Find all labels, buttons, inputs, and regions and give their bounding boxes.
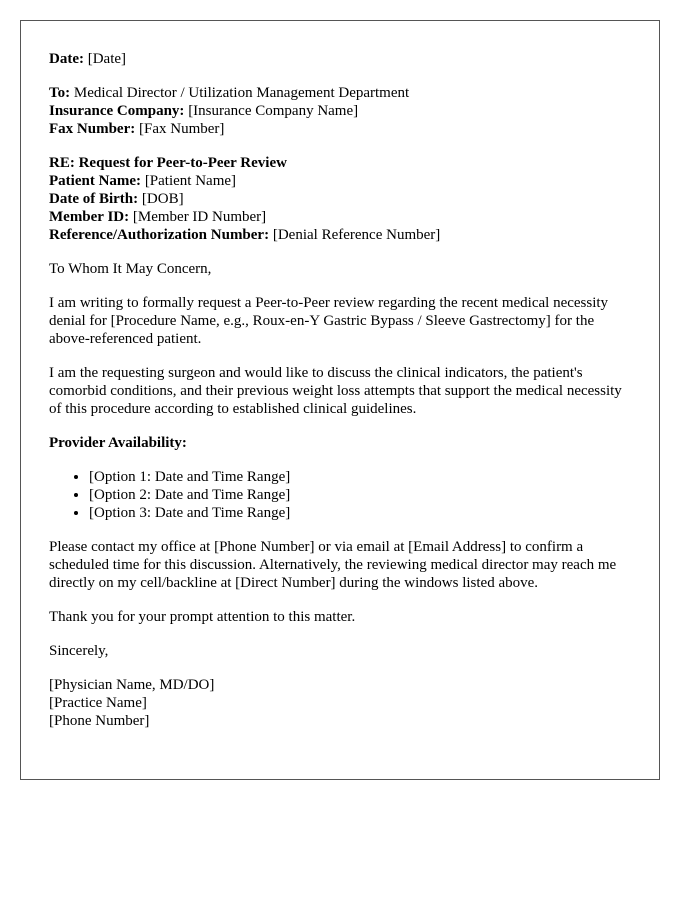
insurance-value: [Insurance Company Name] xyxy=(188,103,359,119)
dob-line xyxy=(49,190,631,208)
dob-value: [DOB] xyxy=(141,191,184,207)
member-line xyxy=(49,208,631,226)
paragraph-contact: Please contact my office at [Phone Number] or via email at [Email Address] to confirm a scheduled time for this discussion. Alternatively, the reviewing medical director may reach me directly on my cell/backline at [Direct Number] during the windows listed above. xyxy=(49,539,617,591)
re-subject: RE: Request for Peer-to-Peer Review xyxy=(49,155,287,171)
fax-line xyxy=(49,120,631,138)
fax-label: Fax Number: xyxy=(49,121,136,137)
re-block xyxy=(49,154,631,244)
insurance-line xyxy=(49,102,631,120)
availability-list xyxy=(49,468,631,522)
re-subject-line xyxy=(49,154,631,172)
insurance-label: Insurance Company: xyxy=(49,103,185,119)
availability-heading-text: Provider Availability: xyxy=(49,435,187,451)
signature-name: [Physician Name, MD/DO] xyxy=(49,677,215,693)
to-label: To: xyxy=(49,85,71,101)
signature-phone: [Phone Number] xyxy=(49,713,150,729)
availability-heading xyxy=(49,434,631,452)
member-label: Member ID: xyxy=(49,209,130,225)
paragraph-surgeon: I am the requesting surgeon and would like to discuss the clinical indicators, the patient's comorbid conditions, and their previous weight loss attempts that support the medical necessity of this procedure according to established clinical guidelines. xyxy=(49,365,622,417)
thanks-line: Thank you for your prompt attention to this matter. xyxy=(49,609,356,625)
patient-value: [Patient Name] xyxy=(144,173,237,189)
salutation: To Whom It May Concern, xyxy=(49,261,212,277)
availability-option: • [Option 3: Date and Time Range] xyxy=(89,504,631,522)
signature-block xyxy=(49,676,631,730)
dob-label: Date of Birth: xyxy=(49,191,139,207)
recipient-block xyxy=(49,84,631,138)
fax-value: [Fax Number] xyxy=(139,121,225,137)
paragraph-request: I am writing to formally request a Peer-to-Peer review regarding the recent medical necessity denial for [Procedure Name, e.g., Roux-en-Y Gastric Bypass / Sleeve Gastrectomy] for the above-referenced patient. xyxy=(49,295,609,347)
patient-label: Patient Name: xyxy=(49,173,142,189)
date-line xyxy=(49,50,631,68)
availability-option: • [Option 2: Date and Time Range] xyxy=(89,486,631,504)
reference-label: Reference/Authorization Number: xyxy=(49,227,270,243)
to-value: Medical Director / Utilization Management Department xyxy=(73,85,410,101)
reference-value: [Denial Reference Number] xyxy=(272,227,441,243)
signature-practice: [Practice Name] xyxy=(49,695,147,711)
reference-line xyxy=(49,226,631,244)
date-value: [Date] xyxy=(87,51,127,67)
closing-line: Sincerely, xyxy=(49,643,109,659)
availability-option: • [Option 1: Date and Time Range] xyxy=(89,468,631,486)
patient-line xyxy=(49,172,631,190)
member-value: [Member ID Number] xyxy=(132,209,267,225)
to-line xyxy=(49,84,631,102)
date-label: Date: xyxy=(49,51,84,67)
letter-page xyxy=(20,20,660,780)
